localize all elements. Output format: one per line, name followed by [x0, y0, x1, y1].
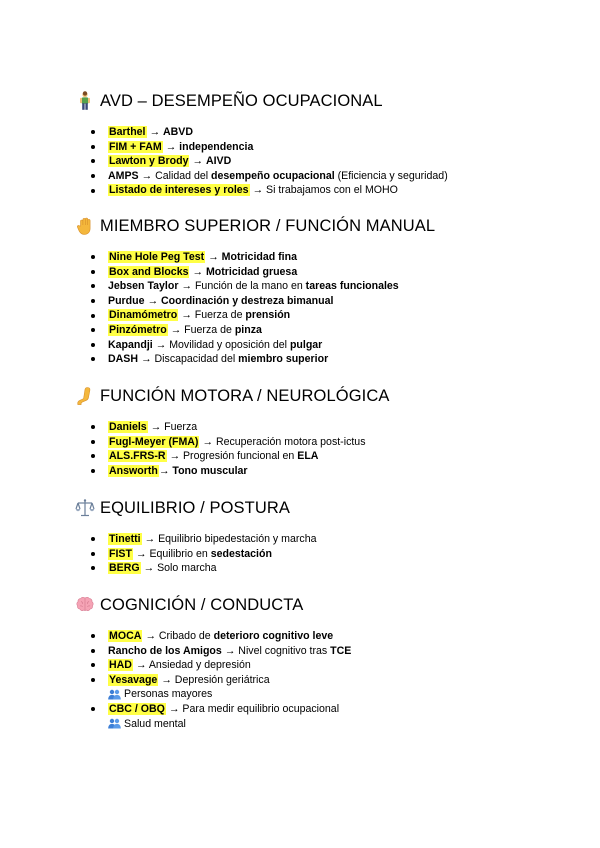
- test-description-bold: sedestación: [210, 547, 272, 560]
- leg-icon: [75, 386, 95, 406]
- test-description: Recuperación motora post-ictus: [215, 435, 366, 448]
- arrow: →: [140, 562, 158, 575]
- sub-item-label: Salud mental: [124, 717, 186, 730]
- test-name: DASH: [108, 353, 139, 366]
- arrow: →: [199, 435, 216, 448]
- test-description: Para medir equilibrio ocupacional: [182, 702, 340, 715]
- test-description-bold: TCE: [330, 644, 352, 657]
- test-description: Cribado de: [158, 630, 214, 642]
- test-description: Fuerza: [164, 421, 198, 433]
- test-description-bold: miembro superior: [238, 353, 329, 366]
- arrow: →: [167, 323, 185, 336]
- sub-item: [75, 687, 575, 702]
- list-item: [75, 561, 575, 576]
- test-list: [75, 125, 575, 198]
- test-description: Discapacidad del: [154, 353, 239, 366]
- test-name: ALS.FRS-R: [109, 450, 166, 463]
- list-item: [75, 169, 575, 184]
- test-name: Box and Blocks: [109, 265, 189, 278]
- arrow: →: [144, 294, 161, 307]
- arrow: →: [178, 280, 195, 293]
- list-item: [75, 265, 575, 280]
- arrow: →: [165, 702, 183, 715]
- test-name: Tinetti: [109, 533, 141, 545]
- section-funcion-motora: [75, 385, 575, 478]
- arrow: →: [141, 533, 159, 545]
- test-description: Fuerza de: [194, 309, 246, 322]
- list-item: [75, 644, 575, 659]
- arrow: →: [178, 309, 195, 322]
- list-item: [75, 435, 575, 450]
- test-name: AMPS: [108, 169, 139, 182]
- test-description: Tono muscular: [172, 464, 248, 477]
- list-item: [75, 250, 575, 265]
- arrow: →: [146, 126, 163, 138]
- list-item: [75, 154, 575, 169]
- test-description: Coordinación y destreza bimanual: [160, 294, 334, 307]
- test-description-bold: desempeño ocupacional: [211, 169, 335, 182]
- arrow: →: [189, 155, 206, 168]
- test-name: Jebsen Taylor: [108, 280, 179, 293]
- sub-item-label: Personas mayores: [124, 688, 213, 701]
- list-item: [75, 658, 575, 673]
- test-name: Answorth: [109, 464, 158, 477]
- brain-icon: [75, 595, 95, 615]
- arrow: →: [166, 450, 183, 463]
- test-name: Daniels: [109, 421, 147, 433]
- test-list: [75, 420, 575, 478]
- list-item: [75, 279, 575, 294]
- balance-scale-icon: [75, 498, 95, 518]
- arrow: →: [249, 184, 267, 197]
- test-description: Progresión funcional en: [182, 450, 298, 463]
- test-name: Listado de intereses y roles: [109, 184, 249, 197]
- list-item: [75, 352, 575, 367]
- test-name: Yesavage: [109, 673, 158, 686]
- test-description: Motricidad fina: [221, 251, 297, 263]
- test-name: Rancho de los Amigos: [108, 644, 222, 657]
- section-equilibrio: [75, 497, 575, 576]
- test-description: Ansiedad y depresión: [148, 659, 251, 672]
- test-name: Nine Hole Peg Test: [109, 251, 205, 263]
- sub-item: [75, 717, 575, 732]
- list-item: [75, 338, 575, 353]
- test-description: Equilibrio bipedestación y marcha: [158, 533, 317, 545]
- arrow: →: [162, 140, 180, 153]
- test-description: Si trabajamos con el MOHO: [266, 184, 398, 197]
- arrow: →: [138, 169, 156, 182]
- section-title: EQUILIBRIO / POSTURA: [100, 498, 290, 517]
- test-description-bold: ELA: [297, 450, 319, 463]
- arrow: →: [147, 421, 165, 433]
- people-icon: [108, 689, 121, 700]
- test-list: [75, 250, 575, 367]
- arrow: →: [205, 251, 222, 263]
- raised-hand-icon: [75, 216, 95, 236]
- arrow: →: [221, 644, 239, 657]
- test-description-note: (Eficiencia y seguridad): [334, 169, 448, 182]
- arrow: →: [158, 673, 175, 686]
- test-description-bold: pulgar: [289, 338, 323, 351]
- list-item: [75, 308, 575, 323]
- test-description: Depresión geriátrica: [174, 673, 270, 686]
- test-description: Movilidad y oposición del: [169, 338, 290, 351]
- person-standing-icon: [75, 91, 95, 111]
- test-description: Fuerza de: [184, 323, 235, 336]
- test-list: [75, 532, 575, 576]
- test-description: AIVD: [205, 155, 232, 168]
- test-name: HAD: [109, 659, 132, 672]
- section-title: AVD – DESEMPEÑO OCUPACIONAL: [100, 91, 383, 110]
- test-name: Lawton y Brody: [109, 155, 189, 168]
- section-cognicion: [75, 594, 575, 731]
- list-item: [75, 183, 575, 198]
- test-name: Kapandji: [108, 338, 153, 351]
- section-heading: [75, 594, 575, 616]
- test-description: Motricidad gruesa: [205, 265, 298, 278]
- test-name: FIST: [109, 547, 132, 560]
- test-list: [75, 629, 575, 731]
- test-name: FIM + FAM: [109, 140, 162, 153]
- test-name: Pinzómetro: [109, 323, 167, 336]
- arrow: →: [132, 547, 150, 560]
- test-description: Equilibrio en: [149, 547, 211, 560]
- section-miembro-superior: [75, 215, 575, 367]
- test-description-bold: tareas funcionales: [305, 280, 399, 293]
- list-item: [75, 702, 575, 717]
- section-heading: [75, 497, 575, 519]
- section-title: MIEMBRO SUPERIOR / FUNCIÓN MANUAL: [100, 216, 436, 235]
- test-description: independencia: [179, 140, 254, 153]
- section-heading: [75, 385, 575, 407]
- list-item: [75, 547, 575, 562]
- section-heading: [75, 90, 575, 112]
- test-name: Purdue: [108, 294, 145, 307]
- test-name: Barthel: [109, 126, 146, 138]
- test-name: Dinamómetro: [109, 309, 178, 322]
- test-description-bold: prensión: [245, 309, 291, 322]
- test-description-bold: deterioro cognitivo leve: [213, 630, 334, 642]
- test-description-bold: pinza: [234, 323, 262, 336]
- test-name: BERG: [109, 562, 140, 575]
- test-description: ABVD: [162, 126, 194, 138]
- list-item: [75, 323, 575, 338]
- arrow: →: [189, 265, 206, 278]
- list-item: [75, 125, 575, 140]
- test-name: MOCA: [109, 630, 142, 642]
- section-heading: [75, 215, 575, 237]
- list-item: [75, 140, 575, 155]
- test-description: Solo marcha: [157, 562, 217, 575]
- arrow: →: [132, 659, 149, 672]
- list-item: [75, 673, 575, 688]
- section-title: COGNICIÓN / CONDUCTA: [100, 595, 304, 614]
- list-item: [75, 532, 575, 547]
- test-description: Calidad del: [155, 169, 212, 182]
- test-name: CBC / OBQ: [109, 702, 165, 715]
- arrow: →: [142, 630, 159, 642]
- list-item: [75, 464, 575, 479]
- test-description: Nivel cognitivo tras: [238, 644, 331, 657]
- test-name: Fugl-Meyer (FMA): [109, 435, 199, 448]
- section-title: FUNCIÓN MOTORA / NEUROLÓGICA: [100, 386, 390, 405]
- list-item: [75, 449, 575, 464]
- arrow: →: [138, 353, 155, 366]
- list-item: [75, 420, 575, 435]
- section-avd: [75, 90, 575, 198]
- arrow: →: [152, 338, 170, 351]
- arrow: →: [158, 464, 173, 477]
- list-item: [75, 294, 575, 309]
- people-icon: [108, 718, 121, 729]
- test-description: Función de la mano en: [194, 280, 306, 293]
- list-item: [75, 629, 575, 644]
